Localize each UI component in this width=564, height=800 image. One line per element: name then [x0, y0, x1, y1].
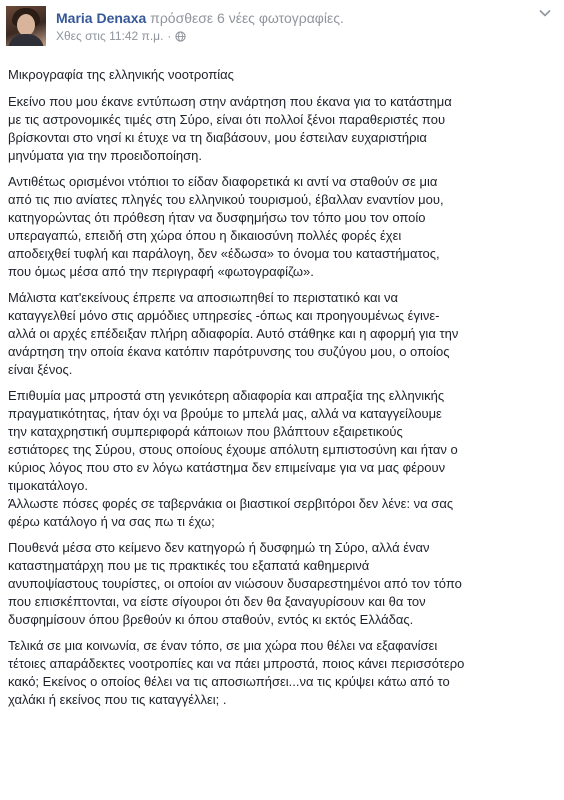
post-body: [8, 66, 556, 717]
post-paragraph: [8, 173, 556, 281]
paragraph-line: που επισκέπτονται, να είστε σίγουροι ότι δεν θα ξαναγυρίσουν και θα τον: [8, 594, 426, 609]
avatar-face: [17, 14, 35, 36]
paragraph-line: την καταχρηστική συμπεριφορά κάποιων που βλάπτουν εξαιρετικούς: [8, 424, 403, 439]
paragraph-line: Μάλιστα κατ'εκείνους έπρεπε να αποσιωπηθεί το περιστατικό και να: [8, 290, 399, 305]
paragraph-line: καταγγελθεί μόνο στις αρμόδιες υπηρεσίες -όπως και προηγουμένως έγινε-: [8, 308, 440, 323]
paragraph-line: υπεραγαπώ, επειδή στη χώρα όπου η δικαιοσύνη πολλές φορές έχει: [8, 228, 402, 243]
paragraph-line: ανάρτηση την οποία έκανα κατόπιν παρότρυνσης του συζύγου μου, ο οποίος: [8, 344, 450, 359]
author-name-link[interactable]: Maria Denaxa: [56, 10, 147, 26]
meta-separator: ·: [167, 29, 172, 43]
paragraph-line: τέτοιες απαράδεκτες νοοτροπίες και να πάει μπροστά, ποιος κάνει περισσότερο: [8, 656, 465, 671]
chevron-down-icon[interactable]: [538, 6, 552, 20]
paragraph-line: που όμως μέσα από την περιγραφή «φωτογραφίζω».: [8, 264, 314, 279]
post-title-line: [56, 10, 344, 26]
post-action-text: πρόσθεσε 6 νέες φωτογραφίες.: [150, 10, 344, 26]
paragraph-line: Εκείνο που μου έκανε εντύπωση στην ανάρτηση που έκανα για το κατάστημα: [8, 94, 452, 109]
paragraph-line: κατηγορώντας ότι πρόθεση ήταν να δυσφημήσω τον τόπο μου τον οποίο: [8, 210, 426, 225]
paragraph-line: κακό; Εκείνος ο οποίος θέλει να τις αποσιωπήσει...να τις κρύψει κάτω από το: [8, 674, 450, 689]
post-header: [0, 0, 564, 60]
post-paragraph: [8, 289, 556, 379]
paragraph-line: ανυποψίαστους τουρίστες, οι οποίοι αν νιώσουν δυσαρεστημένοι από τον τόπο: [8, 576, 462, 591]
paragraph-line: εστιάτορες της Σύρου, στους οποίους έχουμε απόλυτη εμπιστοσύνη και ήταν ο: [8, 442, 458, 457]
post-paragraph: [8, 539, 556, 629]
paragraph-line: Επιθυμία μας μπροστά στη γενικότερη αδιαφορία και απραξία της ελληνικής: [8, 388, 445, 403]
paragraph-line: Αντιθέτως ορισμένοι ντόπιοι το είδαν διαφορετικά κι αντί να σταθούν σε μια: [8, 174, 438, 189]
paragraph-line: δυσφημίσουν όπου βρεθούν κι όπου σταθούν, εντός κι εκτός Ελλάδας.: [8, 612, 414, 627]
avatar-shoulders: [8, 34, 44, 46]
globe-icon[interactable]: [175, 31, 186, 42]
paragraph-line: καταστηματάρχη που με τις πρακτικές του εξαπατά καθημερινά: [8, 558, 370, 573]
post-meta: [56, 29, 186, 43]
paragraph-line: είναι ξένος.: [8, 362, 73, 377]
paragraph-line: Άλλωστε πόσες φορές σε ταβερνάκια οι βιαστικοί σερβιτόροι δεν λένε: να σας: [8, 496, 454, 511]
post-paragraph: [8, 387, 556, 531]
paragraph-line: Τελικά σε μια κοινωνία, σε έναν τόπο, σε μια χώρα που θέλει να εξαφανίσει: [8, 638, 438, 653]
post-heading: Μικρογραφία της ελληνικής νοοτροπίας: [8, 67, 234, 82]
paragraph-line: φέρω κατάλογο ή να σας πω τι έχω;: [8, 514, 215, 529]
paragraph-line: τιμοκατάλογο.: [8, 478, 88, 493]
paragraph-line: μηνύματα για την προειδοποίηση.: [8, 148, 202, 163]
paragraph-line: χαλάκι ή εκείνος που τις καταγγέλλει; .: [8, 692, 227, 707]
paragraph-line: κύριος λόγος που στο εν λόγω κατάστημα δεν επιμείναμε για να μας φέρουν: [8, 460, 446, 475]
paragraph-line: από τις πιο ανίατες πληγές του ελληνικού τουρισμού, έβαλλαν εναντίον μου,: [8, 192, 444, 207]
paragraph-line: αλλά οι αρχές επέδειξαν πλήρη αδιαφορία. Αυτό στάθηκε και η αφορμή για την: [8, 326, 459, 341]
avatar[interactable]: [6, 6, 46, 46]
paragraph-line: πραγματικότητας, ήταν όχι να βρούμε το μπελά μας, αλλά να καταγγείλουμε: [8, 406, 442, 421]
paragraph-line: Πουθενά μέσα στο κείμενο δεν κατηγορώ ή δυσφημώ τη Σύρο, αλλά έναν: [8, 540, 430, 555]
post-timestamp[interactable]: Χθες στις 11:42 π.μ.: [56, 29, 164, 43]
post-paragraph: [8, 637, 556, 709]
paragraph-line: αποδειχθεί τυφλή και παράλογη, δεν «έδωσα» το όνομα του καταστήματος,: [8, 246, 440, 261]
paragraph-line: με τις αστρονομικές τιμές στη Σύρο, είναι ότι πολλοί ξένοι παραθεριστές που: [8, 112, 446, 127]
paragraph-line: βρίσκονται στο νησί κι έτυχε να τη διαβάσουν, μου έστειλαν ευχαριστήρια: [8, 130, 427, 145]
post-paragraph: [8, 93, 556, 165]
